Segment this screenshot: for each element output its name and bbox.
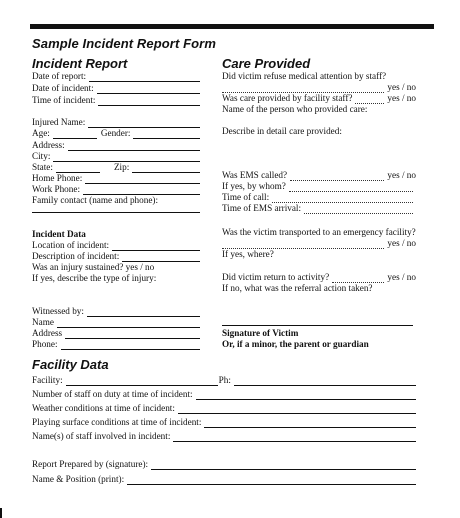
home-phone-label: Home Phone:: [32, 173, 83, 183]
victim-signature-line[interactable]: [222, 325, 413, 326]
prepared-by-field[interactable]: [32, 459, 416, 470]
witness-address-field[interactable]: [32, 328, 200, 339]
witness-name-label: Name: [32, 317, 54, 327]
care-person-label: Name of the person who provided care:: [222, 104, 368, 114]
weather-field[interactable]: [32, 403, 416, 414]
home-phone-field[interactable]: [32, 173, 200, 184]
witnessed-by-label: Witnessed by:: [32, 306, 84, 316]
age-label: Age:: [32, 128, 50, 138]
time-of-incident-label: Time of incident:: [32, 95, 96, 105]
facility-label: Facility:: [32, 375, 63, 385]
date-of-incident-label: Date of incident:: [32, 83, 94, 93]
staff-on-duty-label: Number of staff on duty at time of incident:: [32, 389, 193, 399]
weather-label: Weather conditions at time of incident:: [32, 403, 175, 413]
state-zip-row: [32, 162, 200, 173]
age-gender-row: [32, 128, 200, 139]
injury-type-label: If yes, describe the type of injury:: [32, 273, 157, 283]
witnessed-by-field[interactable]: [32, 306, 200, 317]
staff-involved-field[interactable]: [32, 431, 416, 442]
time-of-call-field[interactable]: [222, 192, 416, 203]
surface-label: Playing surface conditions at time of incident:: [32, 417, 202, 427]
ems-by-whom-field[interactable]: [222, 181, 416, 192]
work-phone-field[interactable]: [32, 184, 200, 195]
name-position-field[interactable]: [32, 474, 416, 485]
witness-phone-field[interactable]: [32, 339, 200, 350]
address-label: Address:: [32, 140, 65, 150]
zip-label: Zip:: [113, 162, 130, 172]
staff-involved-label: Name(s) of staff involved in incident:: [32, 431, 171, 441]
witness-name-field[interactable]: [32, 317, 200, 328]
return-activity-label: Did victim return to activity?: [222, 272, 330, 282]
yes-no-option[interactable]: yes / no: [387, 238, 416, 248]
return-activity-field[interactable]: [222, 272, 416, 283]
city-label: City:: [32, 151, 51, 161]
top-rule: [30, 24, 434, 29]
transported-field[interactable]: [222, 238, 416, 249]
transported-label: Was the victim transported to an emergency facility?: [222, 227, 416, 237]
ems-by-whom-label: If yes, by whom?: [222, 181, 286, 191]
facility-phone-field[interactable]: [234, 377, 416, 386]
address-field[interactable]: [32, 140, 200, 151]
ems-called-field[interactable]: [222, 170, 416, 181]
yes-no-option[interactable]: yes / no: [387, 93, 416, 103]
date-of-incident-field[interactable]: [32, 83, 200, 94]
refuse-attention-field[interactable]: [222, 82, 416, 93]
zip-field[interactable]: [132, 164, 200, 173]
time-of-incident-field[interactable]: [32, 95, 200, 106]
gender-field[interactable]: [133, 130, 200, 139]
prepared-by-label: Report Prepared by (signature):: [32, 459, 149, 469]
facility-data-heading: Facility Data: [32, 357, 109, 372]
incident-report-heading: Incident Report: [32, 56, 128, 71]
witness-address-label: Address: [32, 328, 63, 338]
witness-phone-label: Phone:: [32, 339, 58, 349]
ems-called-label: Was EMS called?: [222, 170, 288, 180]
city-field[interactable]: [32, 151, 200, 162]
guardian-label: Or, if a minor, the parent or guardian: [222, 339, 369, 349]
time-of-call-label: Time of call:: [222, 192, 270, 202]
incident-data-heading: Incident Data: [32, 229, 86, 239]
yes-no-option[interactable]: yes / no: [387, 170, 416, 180]
signature-of-victim-label: Signature of Victim: [222, 328, 299, 338]
family-contact-field[interactable]: [32, 212, 200, 213]
injured-name-field[interactable]: [32, 117, 200, 128]
location-field[interactable]: [32, 240, 200, 251]
injury-sustained-question[interactable]: Was an injury sustained? yes / no: [32, 262, 155, 272]
where-label: If yes, where?: [222, 249, 274, 259]
family-contact-label: Family contact (name and phone):: [32, 195, 159, 205]
injured-name-label: Injured Name:: [32, 117, 86, 127]
time-of-ems-arrival-label: Time of EMS arrival:: [222, 203, 302, 213]
care-by-staff-label: Was care provided by facility staff?: [222, 93, 353, 103]
gender-label: Gender:: [100, 128, 131, 138]
time-of-ems-arrival-field[interactable]: [222, 203, 416, 214]
staff-on-duty-field[interactable]: [32, 389, 416, 400]
facility-row: [32, 375, 416, 386]
care-by-staff-field[interactable]: [222, 93, 416, 104]
description-label: Description of incident:: [32, 251, 120, 261]
edge-mark: [0, 508, 2, 518]
yes-no-option[interactable]: yes / no: [387, 82, 416, 92]
location-label: Location of incident:: [32, 240, 110, 250]
state-field[interactable]: [56, 164, 100, 173]
description-field[interactable]: [32, 251, 200, 262]
work-phone-label: Work Phone:: [32, 184, 81, 194]
describe-care-label: Describe in detail care provided:: [222, 126, 342, 136]
yes-no-option[interactable]: yes / no: [387, 272, 416, 282]
facility-phone-label: Ph:: [218, 375, 231, 385]
age-field[interactable]: [53, 130, 97, 139]
form-title: Sample Incident Report Form: [32, 36, 217, 51]
facility-field[interactable]: [66, 377, 218, 386]
referral-label: If no, what was the referral action taken?: [222, 283, 373, 293]
state-label: State:: [32, 162, 53, 172]
surface-field[interactable]: [32, 417, 416, 428]
date-of-report-field[interactable]: [32, 71, 200, 82]
name-position-label: Name & Position (print):: [32, 474, 125, 484]
refuse-attention-label: Did victim refuse medical attention by staff?: [222, 71, 387, 81]
care-provided-heading: Care Provided: [222, 56, 311, 71]
date-of-report-label: Date of report:: [32, 71, 87, 81]
